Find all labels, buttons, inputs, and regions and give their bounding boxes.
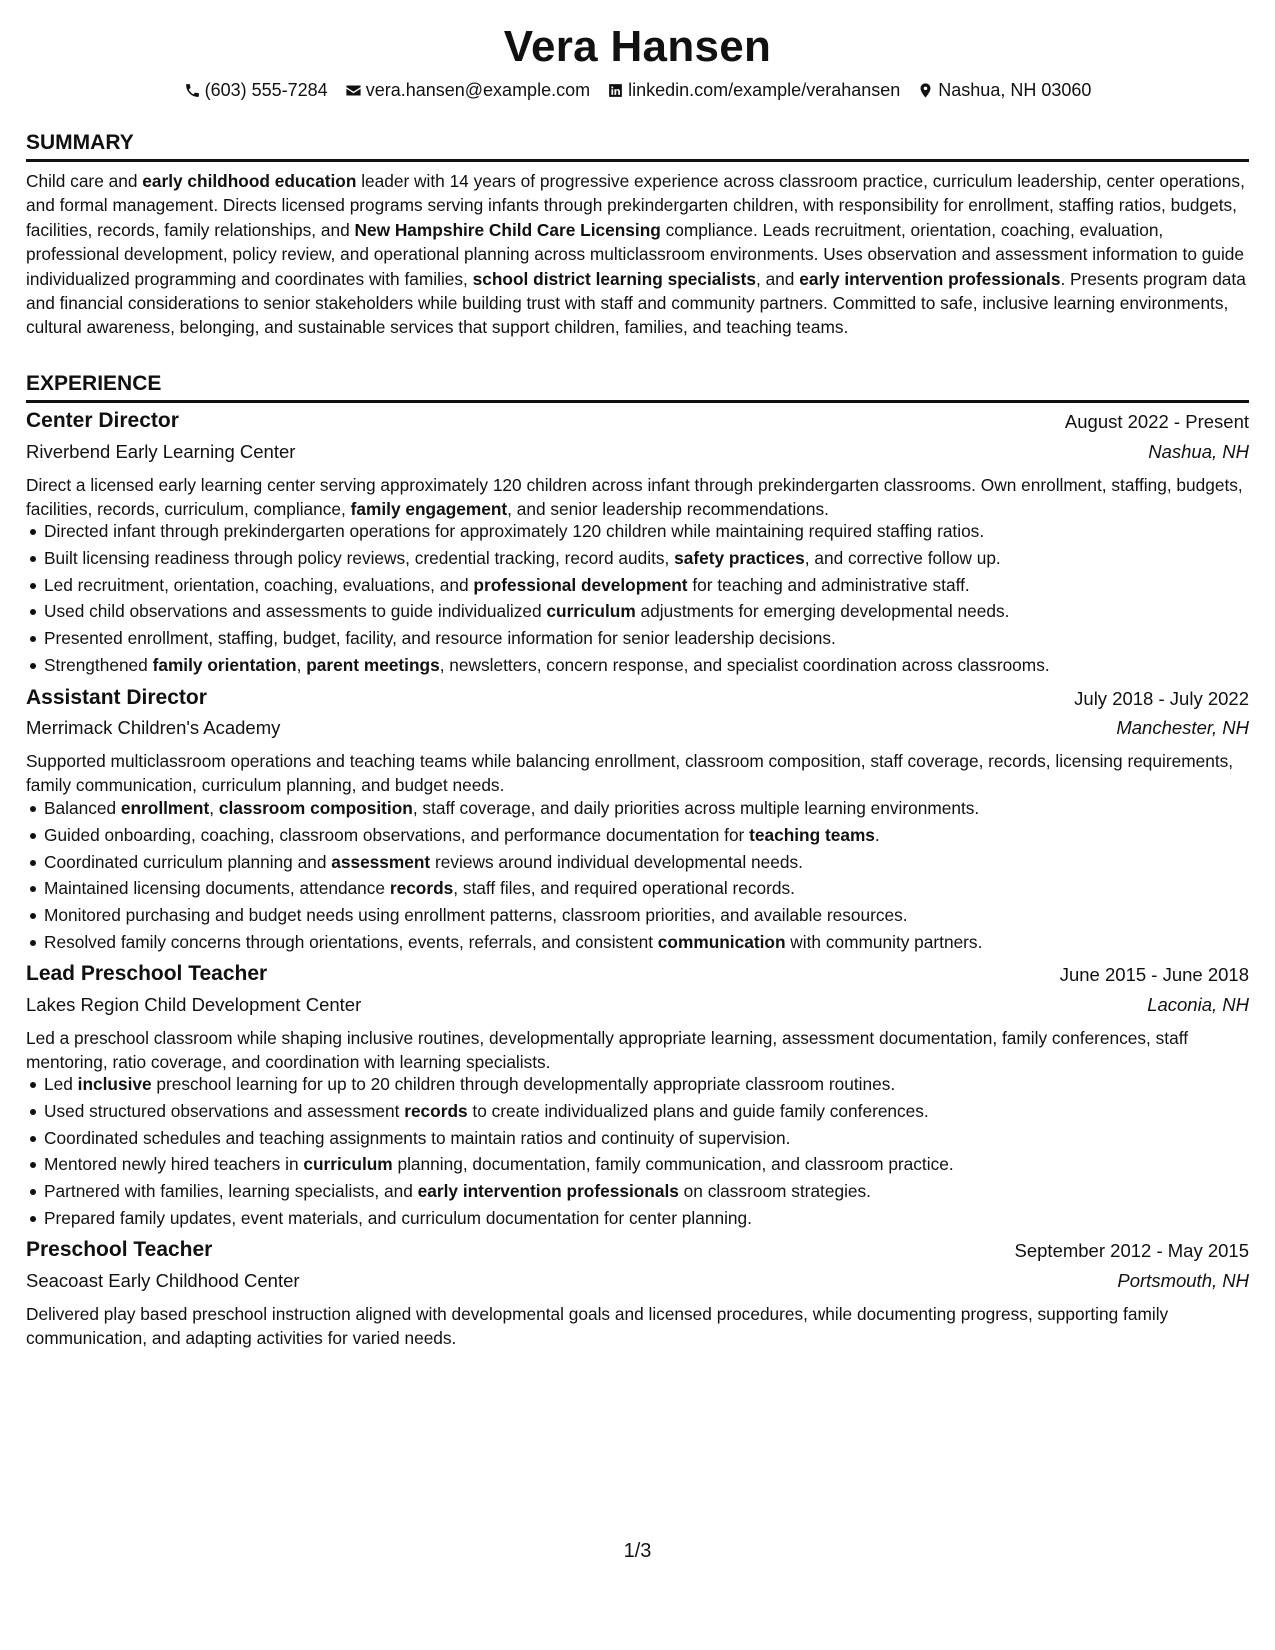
text-run: Strengthened [44, 654, 153, 675]
job-bullets [26, 518, 1267, 679]
text-run: Child care and [26, 171, 143, 191]
text-run: Delivered play based preschool instruction aligned with developmental goals and licensed procedures, while documenting progress, supporting family communication, and adapting activities for varied needs. [26, 1304, 1169, 1349]
job-dates: August 2022 - Present [1064, 411, 1249, 432]
bullet-item [44, 849, 1267, 876]
text-run: Presented enrollment, staffing, budget, facility, and resource information for senior leadership decisions. [44, 628, 836, 649]
text-run: , and senior leadership recommendations. [507, 499, 829, 520]
text-run: Direct a licensed early learning center serving approximately 120 children across infant through prekindergarten classrooms. Own enrollment, staffing, budgets, facilities, records, curriculum, compliance, [26, 475, 1243, 520]
text-run: , staff coverage, and daily priorities across multiple learning environments. [412, 798, 980, 818]
emphasized-text: communication [657, 931, 786, 952]
job-location: Manchester, NH [1116, 717, 1249, 738]
experience-divider [26, 400, 1249, 403]
emphasized-text: family engagement [350, 499, 508, 520]
emphasized-text: enrollment [120, 798, 210, 818]
summary-heading: SUMMARY [26, 131, 134, 154]
experience-heading: EXPERIENCE [26, 372, 162, 395]
job-location: Nashua, NH [1148, 441, 1249, 462]
email-text: vera.hansen@example.com [365, 80, 591, 100]
text-run: reviews around individual developmental needs. [430, 851, 803, 872]
text-run: Supported multiclassroom operations and teaching teams while balancing enrollment, classroom composition, staff coverage, records, licensing requirements, family communication, curriculum planning, and budget needs. [26, 751, 1234, 796]
job-dates: September 2012 - May 2015 [1014, 1240, 1249, 1261]
summary-divider [26, 159, 1249, 162]
emphasized-text: family orientation [152, 654, 297, 675]
bullet-item [44, 1178, 1267, 1205]
job-description [26, 749, 1249, 798]
emphasized-text: records [389, 878, 454, 899]
text-run: planning, documentation, family communication, and classroom practice. [392, 1154, 954, 1175]
candidate-name: Vera Hansen [503, 22, 772, 71]
text-run: Mentored newly hired teachers in [44, 1154, 304, 1175]
bullet-item [44, 929, 1267, 956]
bullet-item [44, 518, 1267, 545]
text-run: . Presents program data and financial considerations to senior stakeholders while building trust with staff and community partners. Committed to safe, inclusive learning environments, cultural awareness, belonging, and sustainable services that support children, families, and teaching teams. [26, 268, 1246, 338]
text-run: Coordinated schedules and teaching assignments to maintain ratios and continuity of supervision. [44, 1127, 791, 1148]
bullet-item [44, 795, 1267, 822]
text-run: , [209, 798, 219, 818]
job-title: Lead Preschool Teacher [26, 962, 268, 985]
emphasized-text: early intervention professionals [417, 1181, 679, 1202]
emphasized-text: parent meetings [306, 654, 440, 675]
job-bullets [26, 795, 1267, 956]
bullet-item [44, 652, 1267, 679]
text-run: , and [755, 268, 800, 289]
text-run: . [874, 824, 880, 845]
job-description [26, 1302, 1249, 1351]
text-run: to create individualized plans and guide family conferences. [467, 1100, 929, 1121]
job-title: Preschool Teacher [26, 1238, 213, 1261]
page-number: 1/3 [623, 1540, 652, 1562]
envelope-icon [345, 82, 362, 99]
contact-location [917, 80, 1091, 101]
bullet-item [44, 572, 1267, 599]
emphasized-text: inclusive [77, 1074, 152, 1094]
text-run: Directed infant through prekindergarten operations for approximately 120 children while maintaining required staffing ratios. [44, 521, 985, 541]
emphasized-text: curriculum [546, 601, 636, 622]
summary-text [26, 169, 1249, 340]
linkedin-icon [607, 82, 624, 99]
text-run: leader with 14 years of progressive experience across classroom practice, curriculum leadership, center operations, and formal management. Directs licensed programs serving infants through prekindergarten children, with responsibility for enrollment, staffing ratios, budgets, facilities, records, family relationships, and [26, 171, 1245, 240]
job-title: Assistant Director [26, 686, 207, 709]
emphasized-text: records [404, 1100, 468, 1121]
text-run: Led [44, 1074, 78, 1094]
job-description [26, 1026, 1249, 1075]
emphasized-text: early intervention professionals [799, 268, 1061, 289]
text-run: Used child observations and assessments to guide individualized [44, 601, 547, 622]
emphasized-text: teaching teams [749, 824, 875, 845]
resume-page [26, 0, 1249, 1650]
emphasized-text: New Hampshire Child Care Licensing [354, 219, 661, 240]
text-run: Balanced [44, 798, 121, 818]
contact-phone[interactable] [184, 80, 328, 101]
emphasized-text: safety practices [674, 547, 805, 568]
location-text: Nashua, NH 03060 [938, 80, 1092, 100]
bullet-item [44, 902, 1267, 929]
bullet-item [44, 822, 1267, 849]
bullet-item [44, 1151, 1267, 1178]
text-run: Built licensing readiness through policy reviews, credential tracking, record audits, [44, 547, 675, 568]
bullet-item [44, 1071, 1267, 1098]
bullet-item [44, 625, 1267, 652]
bullet-item [44, 1098, 1267, 1125]
phone-icon [184, 82, 201, 99]
job-organization: Riverbend Early Learning Center [26, 441, 296, 462]
text-run: for teaching and administrative staff. [687, 574, 970, 595]
text-run: Coordinated curriculum planning and [44, 851, 332, 872]
text-run: , staff files, and required operational records. [453, 878, 795, 899]
contact-email[interactable] [345, 80, 590, 101]
text-run: adjustments for emerging developmental needs. [635, 601, 1010, 622]
job-organization: Seacoast Early Childhood Center [26, 1270, 300, 1291]
job-dates: July 2018 - July 2022 [1074, 688, 1249, 709]
bullet-item [44, 598, 1267, 625]
emphasized-text: curriculum [303, 1154, 393, 1175]
emphasized-text: classroom composition [218, 798, 413, 818]
text-run: Maintained licensing documents, attendance [44, 878, 390, 899]
text-run: Used structured observations and assessment [44, 1100, 405, 1121]
job-bullets [26, 1071, 1267, 1232]
text-run: Led recruitment, orientation, coaching, evaluations, and [44, 574, 474, 595]
text-run: Led a preschool classroom while shaping inclusive routines, developmentally appropriate learning, assessment documentation, family conferences, staff mentoring, ratio coverage, and coordination with learning specialists. [26, 1028, 1188, 1073]
emphasized-text: school district learning specialists [472, 268, 756, 289]
job-organization: Merrimack Children's Academy [26, 717, 281, 738]
bullet-item [44, 545, 1267, 572]
job-dates: June 2015 - June 2018 [1059, 964, 1249, 985]
emphasized-text: early childhood education [142, 171, 357, 191]
text-run: , [296, 654, 307, 675]
phone-text: (603) 555-7284 [204, 80, 328, 100]
text-run: Monitored purchasing and budget needs using enrollment patterns, classroom priorities, and available resources. [44, 905, 908, 926]
text-run: Prepared family updates, event materials, and curriculum documentation for center planning. [44, 1207, 752, 1228]
bullet-item [44, 1205, 1267, 1232]
contact-bar [26, 80, 1249, 104]
map-pin-icon [917, 82, 934, 99]
text-run: preschool learning for up to 20 children through developmentally appropriate classroom routines. [151, 1074, 896, 1094]
bullet-item [44, 1125, 1267, 1152]
text-run: , and corrective follow up. [804, 547, 1001, 568]
text-run: on classroom strategies. [678, 1181, 871, 1202]
text-run: Partnered with families, learning specialists, and [44, 1181, 418, 1202]
job-description [26, 473, 1249, 522]
text-run: with community partners. [785, 931, 983, 952]
emphasized-text: professional development [473, 574, 688, 595]
contact-linkedin[interactable] [607, 80, 900, 101]
bullet-item [44, 875, 1267, 902]
text-run: Guided onboarding, coaching, classroom observations, and performance documentation for [44, 824, 750, 845]
text-run: compliance. Leads recruitment, orientation, coaching, evaluation, professional development, policy review, and operational planning across multiclassroom environments. Uses observation and assessment information to guide individualized programming and coordinates with families, [26, 219, 1245, 289]
linkedin-text: linkedin.com/example/verahansen [628, 80, 901, 100]
job-location: Portsmouth, NH [1117, 1270, 1249, 1291]
job-organization: Lakes Region Child Development Center [26, 994, 362, 1015]
emphasized-text: assessment [331, 851, 431, 872]
text-run: , newsletters, concern response, and specialist coordination across classrooms. [439, 654, 1050, 675]
job-title: Center Director [26, 409, 179, 432]
text-run: Resolved family concerns through orientations, events, referrals, and consistent [44, 931, 658, 952]
job-location: Laconia, NH [1147, 994, 1249, 1015]
